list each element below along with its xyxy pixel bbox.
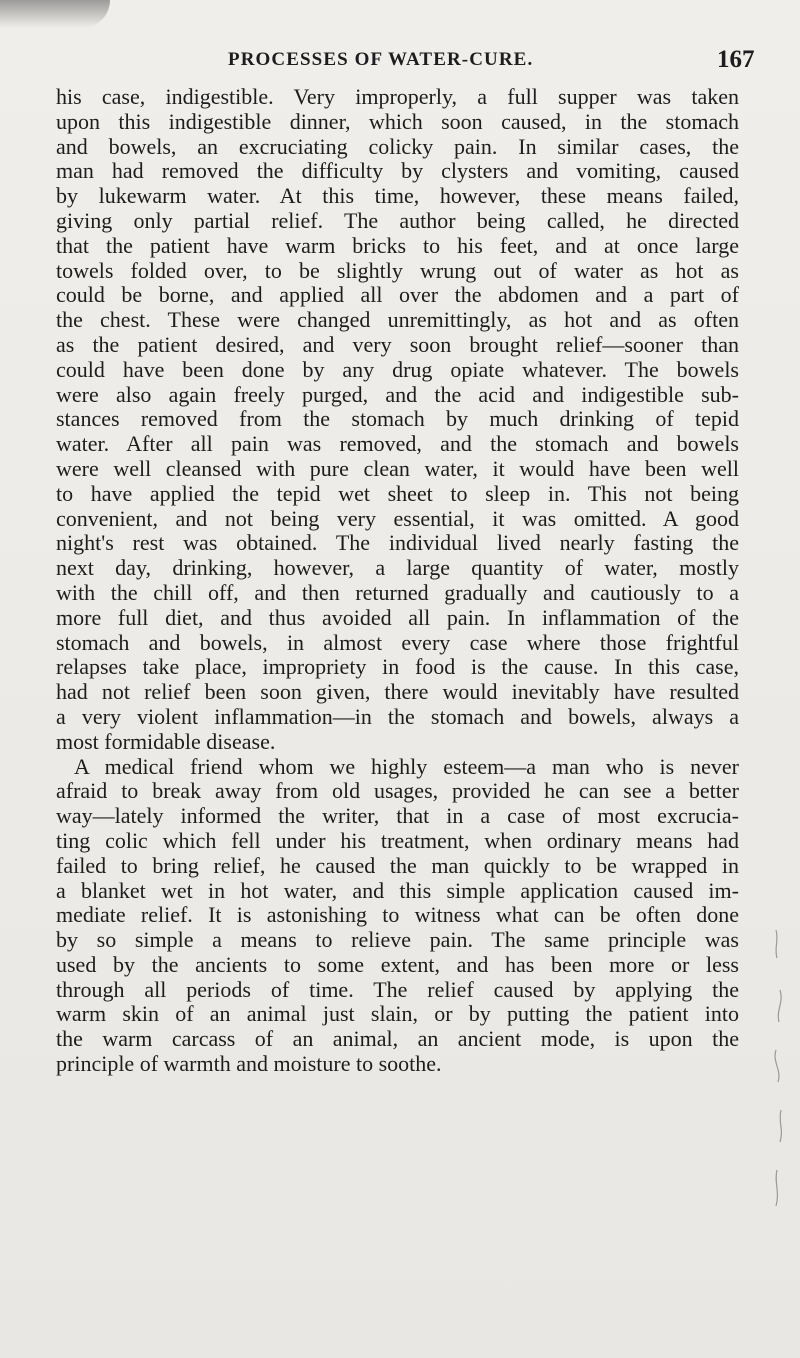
text-line: the chest. These were changed unremittingly, as hot and as often — [56, 308, 739, 333]
text-line: stomach and bowels, in almost every case where those frightful — [56, 630, 739, 655]
text-line: failed to bring relief, he caused the man quickly to be wrapped in — [56, 853, 739, 878]
text-line: could be borne, and applied all over the abdomen and a part of — [56, 283, 739, 308]
text-line: water. After all pain was removed, and the stomach and bowels — [56, 432, 739, 457]
binding-shadow — [0, 0, 110, 28]
text-line: to have applied the tepid wet sheet to sleep in. This not being — [56, 481, 739, 506]
text-line: with the chill off, and then returned gradually and cautiously to a — [56, 580, 739, 605]
text-line: as the patient desired, and very soon brought relief—sooner than — [56, 332, 739, 357]
text-line: principle of warmth and moisture to soothe. — [56, 1052, 442, 1077]
text-line: ting colic which fell under his treatment, when ordinary means had — [56, 828, 739, 853]
text-line: had not relief been soon given, there would inevitably have resulted — [56, 680, 739, 705]
page-number: 167 — [717, 46, 755, 73]
text-line: through all periods of time. The relief caused by applying the — [56, 977, 739, 1002]
text-line: that the patient have warm bricks to his feet, and at once large — [56, 233, 739, 258]
text-line: and bowels, an excruciating colicky pain. In similar cases, the — [56, 134, 739, 159]
text-line: convenient, and not being very essential, it was omitted. A good — [56, 506, 739, 531]
text-line: mediate relief. It is astonishing to witness what can be often done — [56, 903, 739, 928]
running-title: PROCESSES OF WATER-CURE. — [228, 49, 534, 70]
text-line: way—lately informed the writer, that in a case of most excrucia- — [56, 804, 739, 829]
page-header — [0, 46, 800, 76]
text-line: giving only partial relief. The author being called, he directed — [56, 208, 739, 233]
text-line: could have been done by any drug opiate whatever. The bowels — [56, 357, 739, 382]
text-line: most formidable disease. — [56, 729, 276, 754]
text-line: more full diet, and thus avoided all pain. In inflammation of the — [56, 605, 739, 630]
text-line: a blanket wet in hot water, and this simple application caused im- — [56, 878, 739, 903]
text-line: relapses take place, impropriety in food is the cause. In this case, — [56, 655, 739, 680]
text-line: upon this indigestible dinner, which soon caused, in the stomach — [56, 109, 739, 134]
text-line: used by the ancients to some extent, and has been more or less — [56, 952, 739, 977]
text-line: stances removed from the stomach by much drinking of tepid — [56, 407, 739, 432]
text-line: a very violent inflammation—in the stomach and bowels, always a — [56, 704, 739, 729]
text-line: night's rest was obtained. The individual lived nearly fasting the — [56, 531, 739, 556]
text-line: afraid to break away from old usages, provided he can see a better — [56, 779, 739, 804]
text-line: towels folded over, to be slightly wrung out of water as hot as — [56, 258, 739, 283]
text-line: his case, indigestible. Very improperly, a full supper was taken — [56, 85, 739, 109]
text-line: by so simple a means to relieve pain. The same principle was — [56, 928, 739, 953]
text-line: by lukewarm water. At this time, however, these means failed, — [56, 184, 739, 209]
text-line: man had removed the difficulty by clysters and vomiting, caused — [56, 159, 739, 184]
page-edge-marks — [770, 930, 790, 1210]
text-line: were well cleansed with pure clean water, it would have been well — [56, 456, 739, 481]
text-line: were also again freely purged, and the acid and indigestible sub- — [56, 382, 739, 407]
text-line: A medical friend whom we highly esteem—a man who is never — [74, 754, 739, 779]
text-line: the warm carcass of an animal, an ancient mode, is upon the — [56, 1027, 739, 1052]
text-line: warm skin of an animal just slain, or by putting the patient into — [56, 1002, 739, 1027]
body-text — [56, 85, 739, 1077]
text-line: next day, drinking, however, a large quantity of water, mostly — [56, 556, 739, 581]
